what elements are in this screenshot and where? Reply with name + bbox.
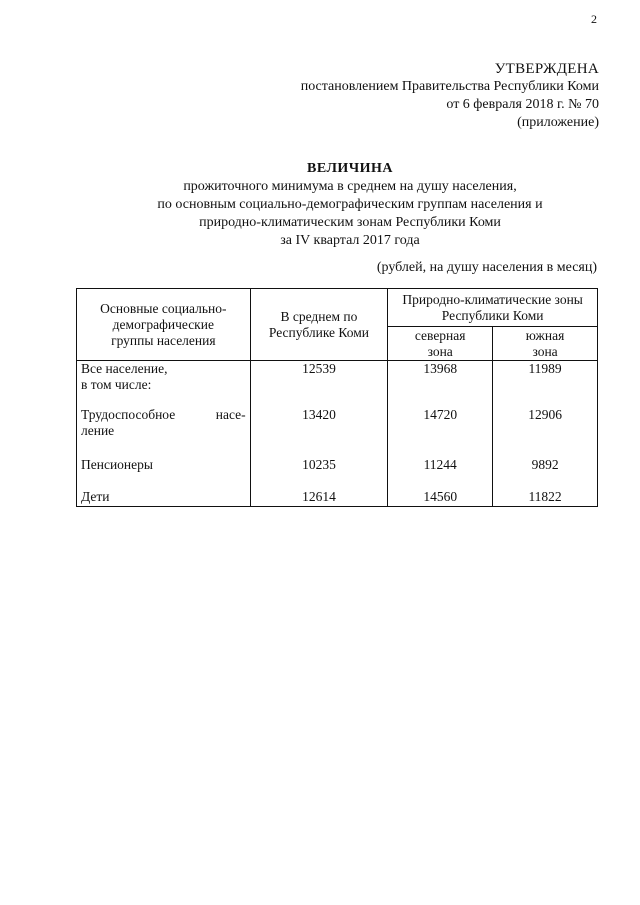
header-north: северная зона [388,327,493,361]
row-name [77,489,251,507]
table-row [77,489,598,507]
cell-south: 11822 [493,489,598,507]
document-title [110,160,590,250]
row-name-line-1: Трудоспособное насе- [81,406,246,422]
header-groups: Основные социально-демографические группы населения [77,289,251,361]
title-line-3: природно-климатическим зонам Республики Коми [199,215,501,230]
cell-average: 12539 [250,361,388,407]
row-name [77,407,251,457]
approval-line-1: постановлением Правительства Республики Коми [300,79,599,94]
cell-average: 13420 [250,407,388,457]
header-zones: Природно-климатические зоны Республики Коми [388,289,598,327]
approval-line-2: от 6 февраля 2018 г. № 70 [446,97,599,112]
cell-north: 14560 [388,489,493,507]
row-name [77,361,251,407]
cell-average: 10235 [250,457,388,489]
table-row [77,361,598,407]
cell-north: 13968 [388,361,493,407]
page-number: 2 [591,12,597,26]
units-note: (рублей, на душу населения в месяц) [376,260,597,275]
row-name-line-1: Дети [81,488,110,504]
table-row [77,457,598,489]
header-average: В среднем по Республике Коми [250,289,388,361]
table-row [77,407,598,457]
cell-south: 11989 [493,361,598,407]
row-name-line-1: Все население, [81,361,168,376]
title-caps: ВЕЛИЧИНА [307,161,393,176]
row-name-line-1: Пенсионеры [81,456,153,472]
cell-north: 11244 [388,457,493,489]
cell-average: 12614 [250,489,388,507]
row-name [77,457,251,489]
cell-south: 9892 [493,457,598,489]
row-name-line-2: в том числе: [81,377,152,392]
row-name-line-2: ление [81,422,115,438]
approval-block [199,60,599,132]
cell-north: 14720 [388,407,493,457]
approval-heading: УТВЕРЖДЕНА [494,61,599,77]
header-south: южная зона [493,327,598,361]
title-line-1: прожиточного минимума в среднем на душу населения, [183,179,517,194]
cell-south: 12906 [493,407,598,457]
approval-line-3: (приложение) [517,115,599,130]
subsistence-table [76,288,598,507]
title-line-2: по основным социально-демографическим группам населения и [157,197,543,212]
title-line-4: за IV квартал 2017 года [280,233,420,248]
